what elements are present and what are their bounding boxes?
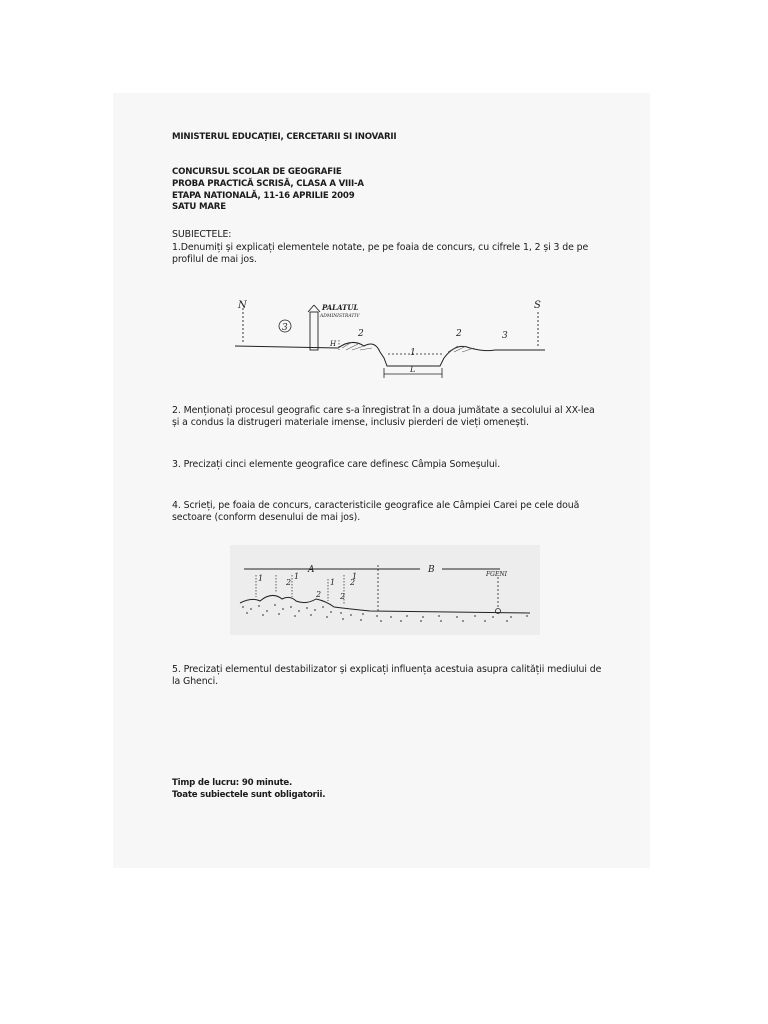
number-label: 1 [330,578,336,587]
h-label: H [330,340,337,348]
footer [172,778,325,802]
label-two-right: 2 [456,329,462,339]
number-label: 1 [294,572,300,581]
building-roof [308,305,314,312]
question-line: 1.Denumiți și explicați elementele notate, pe pe foaia de concurs, cu cifrele 1, 2 și 3 de pe [172,242,589,253]
question-line: 2. Menționați procesul geografic care s-a înregistrat în a doua jumătate a secolului al XX-lea [172,405,595,416]
contest-line: PROBA PRACTICĂ SCRISĂ, CLASA A VIII-A [172,178,364,189]
subjects-label: SUBIECTELE: [172,229,232,240]
label-two-left: 2 [358,329,364,339]
label-one: 1 [410,348,416,358]
north-label: N [238,300,247,311]
question-line: profilul de mai jos. [172,254,257,266]
question-line: 3. Precizați cinci elemente geografice care definesc Câmpia Someșului. [172,459,501,470]
figure-2-plain-profile [230,545,540,635]
figure-2-background [230,545,540,635]
fgeni-label: FGENI [486,571,507,578]
question-line: la Ghenci. [172,676,218,688]
question-1 [172,242,588,266]
question-line: 5. Precizați elementul destabilizator și explicați influența acestuia asupra calității mediului de [172,664,602,675]
contest-line: SATU MARE [172,202,226,213]
contest-info [172,167,364,214]
number-label: 1 [352,572,358,581]
building-roof [314,305,320,312]
question-4 [172,500,579,524]
building-label: PALATUL [322,303,359,312]
contest-line: ETAPA NATIONALĂ, 11-16 APRILIE 2009 [172,190,355,201]
contest-line: CONCURSUL SCOLAR DE GEOGRAFIE [172,167,342,177]
label-a: A [308,565,315,575]
figure-1-profile [230,290,550,390]
question-5 [172,664,601,688]
label-three-right: 3 [502,331,508,341]
circled-three-label: 3 [282,323,288,333]
label-b: B [428,565,435,575]
question-3 [172,459,500,471]
administrative-building [310,312,318,350]
south-label: S [534,300,541,311]
number-label: 2 [316,590,322,599]
question-line: sectoare (conform desenului de mai jos). [172,512,361,524]
question-line: 4. Scrieți, pe foaia de concurs, caracteristicile geografice ale Câmpiei Carei pe cele două [172,500,580,511]
question-2 [172,405,595,429]
building-sublabel: ADMINISTRATIV [320,314,360,319]
ministry-title: MINISTERUL EDUCAȚIEI, CERCETARII SI INOVARII [172,132,397,142]
number-label: 2 [286,578,292,587]
mandatory-note: Toate subiectele sunt obligatorii. [172,789,326,800]
number-label: 1 [258,574,264,583]
work-time: Timp de lucru: 90 minute. [172,778,293,788]
question-line: și a condus la distrugeri materiale imense, inclusiv pierderi de vieți omenești. [172,417,529,429]
number-label: 2 [340,592,346,601]
number-label: 2 [350,578,356,587]
l-label: L [410,365,416,374]
